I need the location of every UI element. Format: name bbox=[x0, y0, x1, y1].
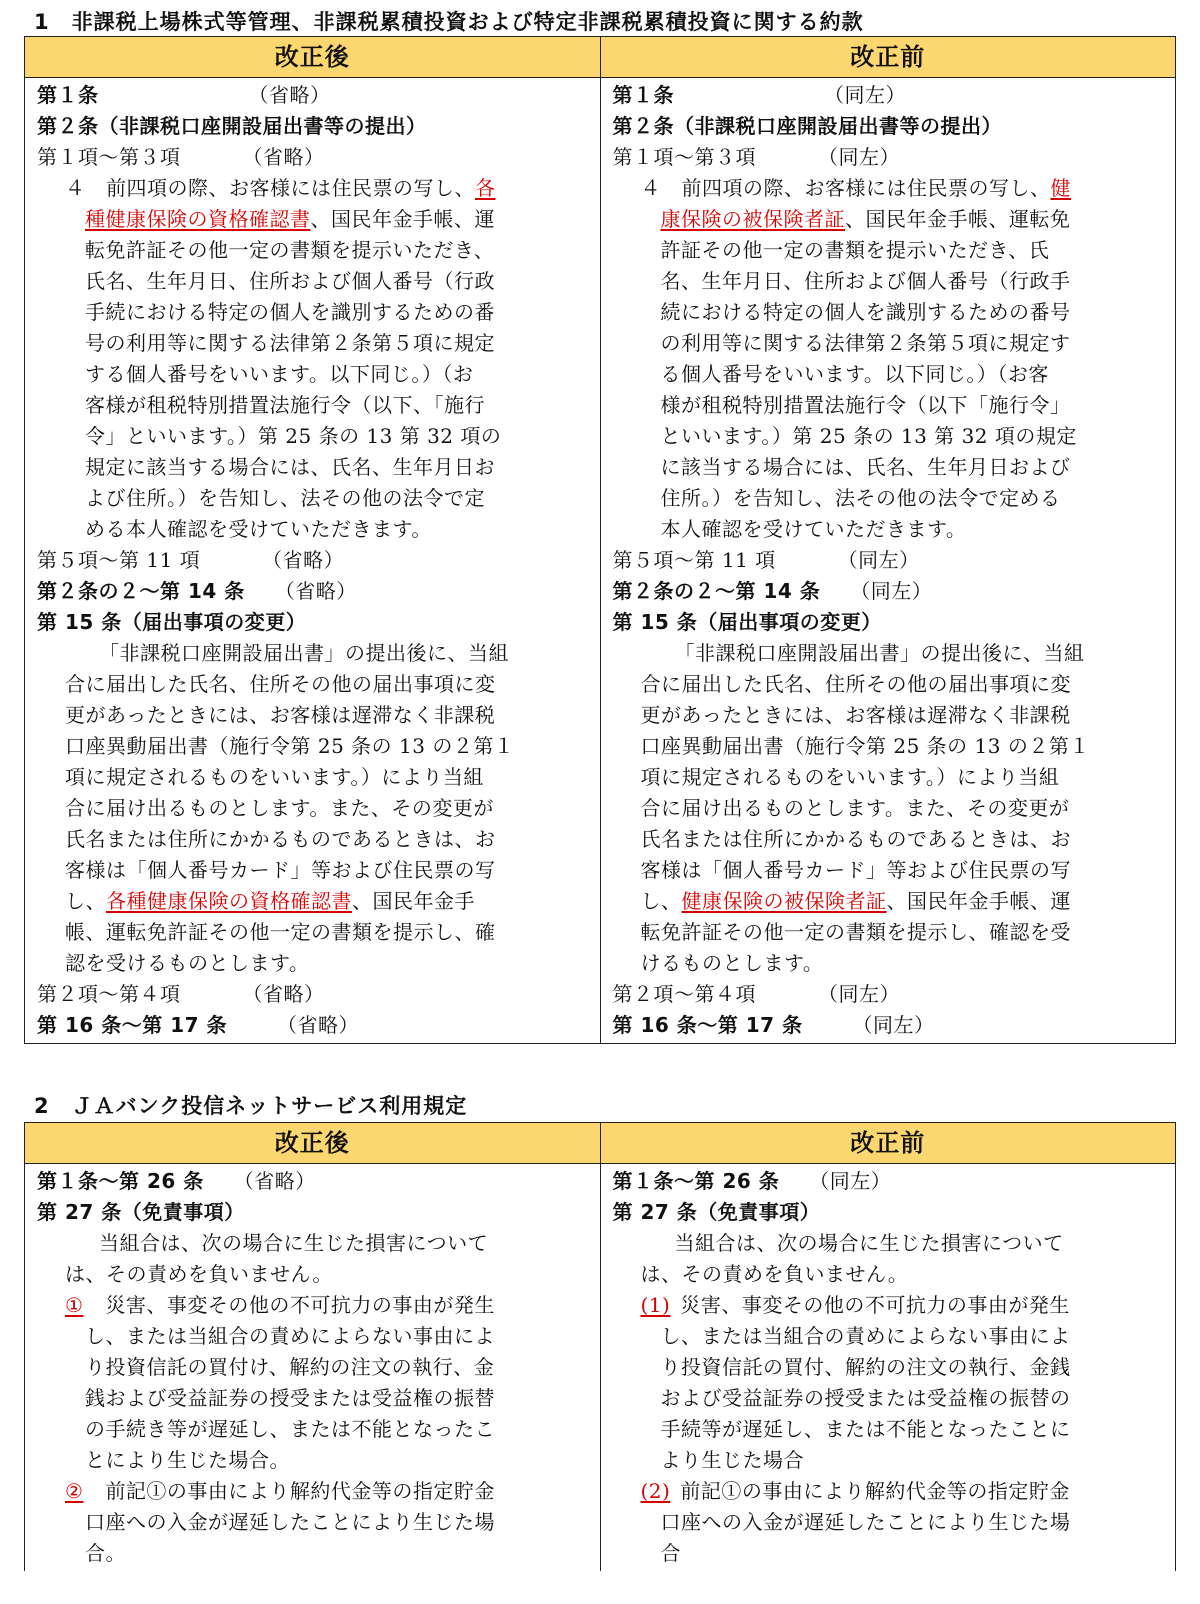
section1-after-cell bbox=[25, 78, 601, 1044]
paragraph-4-line: 続における特定の個人を識別するための番号 bbox=[660, 300, 1071, 324]
revised-text: 健 bbox=[1050, 176, 1071, 200]
paragraph-4-line: 本人確認を受けていただきます。 bbox=[660, 517, 967, 541]
paragraph-4-line: ４ 前四項の際、お客様には住民票の写し、各 bbox=[65, 176, 496, 200]
item-1-line: とにより生じた場合。 bbox=[85, 1448, 290, 1472]
paragraph-4-line: る個人番号をいいます。以下同じ。）（お客 bbox=[660, 362, 1049, 386]
section2-title: 2 ＪＡバンク投信ネットサービス利用規定 bbox=[34, 1094, 468, 1118]
section2-after-cell bbox=[25, 1164, 601, 1572]
article-15-line: し、健康保険の被保険者証、国民年金手帳、運 bbox=[640, 889, 1071, 913]
article-27-line: 当組合は、次の場合に生じた損害について bbox=[674, 1231, 1064, 1255]
section1-title: 1 非課税上場株式等管理、非課税累積投資および特定非課税累積投資に関する約款 bbox=[34, 10, 864, 34]
paragraphs-5-11-line: 第５項～第 11 項 （同左） bbox=[612, 548, 920, 572]
article-15-line: 客様は「個人番号カード」等および住民票の写 bbox=[65, 858, 496, 882]
paragraph-4-line: といいます。）第 25 条の 13 第 32 項の規定 bbox=[660, 424, 1077, 448]
revised-text: 各種健康保険の資格確認書 bbox=[106, 889, 352, 913]
item-1-line: および受益証券の授受または受益権の振替の bbox=[660, 1386, 1071, 1410]
article-15-line: 項に規定されるものをいいます。）により当組 bbox=[640, 765, 1060, 789]
article-2-heading: 第２条（非課税口座開設届出書等の提出） bbox=[37, 114, 427, 138]
article-15-line: 氏名または住所にかかるものであるときは、お bbox=[640, 827, 1071, 851]
articles-16-17-line: 第 16 条～第 17 条 （同左） bbox=[612, 1013, 935, 1037]
header-after: 改正後 bbox=[25, 37, 601, 78]
paragraph-4-line: 手続における特定の個人を識別するための番 bbox=[85, 300, 495, 324]
paragraph-4-line: 種健康保険の資格確認書、国民年金手帳、運 bbox=[85, 207, 495, 231]
item-2-line: 合 bbox=[660, 1541, 681, 1565]
article-27-line: 当組合は、次の場合に生じた損害について bbox=[99, 1231, 489, 1255]
paragraphs-1-3-line: 第１項～第３項 （同左） bbox=[612, 145, 900, 169]
article-15-line: 合に届出した氏名、住所その他の届出事項に変 bbox=[65, 672, 496, 696]
paragraph-4-line: 住所。）を告知し、法その他の法令で定める bbox=[660, 486, 1061, 510]
section2-body-row bbox=[25, 1164, 1176, 1572]
section2-before-cell bbox=[600, 1164, 1176, 1572]
article-15-line: 更があったときには、お客様は遅滞なく非課税 bbox=[640, 703, 1071, 727]
paragraph-4-line: 号の利用等に関する法律第２条第５項に規定 bbox=[85, 331, 495, 355]
item-2-line: 口座への入金が遅延したことにより生じた場 bbox=[660, 1510, 1071, 1534]
article-15-line: 「非課税口座開設届出書」の提出後に、当組 bbox=[674, 641, 1085, 665]
article-15-line: 認を受けるものとします。 bbox=[65, 951, 310, 975]
article-27-line: は、その責めを負いません。 bbox=[65, 1262, 333, 1286]
article-15-line: 転免許証その他一定の書類を提示し、確認を受 bbox=[640, 920, 1071, 944]
paragraphs-2-4-line: 第２項～第４項 （省略） bbox=[37, 982, 325, 1006]
header-before: 改正前 bbox=[600, 37, 1176, 78]
paragraph-4-line: ４ 前四項の際、お客様には住民票の写し、健 bbox=[640, 176, 1071, 200]
article-15-line: 帳、運転免許証その他一定の書類を提示し、確 bbox=[65, 920, 496, 944]
revised-text: 各 bbox=[475, 176, 496, 200]
article-27-heading: 第 27 条（免責事項） bbox=[37, 1200, 245, 1224]
paragraphs-2-4-line: 第２項～第４項 （同左） bbox=[612, 982, 900, 1006]
header-after: 改正後 bbox=[25, 1123, 601, 1164]
articles-2-2-to-14-line: 第２条の２～第 14 条 （省略） bbox=[37, 579, 357, 603]
article-15-line: 合に届け出るものとします。また、その変更が bbox=[640, 796, 1070, 820]
article-15-line: 項に規定されるものをいいます。）により当組 bbox=[65, 765, 484, 789]
item-2-line: ② 前記①の事由により解約代金等の指定貯金 bbox=[65, 1479, 495, 1503]
article-15-line: 氏名または住所にかかるものであるときは、お bbox=[65, 827, 496, 851]
revised-text: 康保険の被保険者証 bbox=[660, 207, 845, 231]
section1-comparison-table bbox=[24, 36, 1176, 1044]
article-15-line: 更があったときには、お客様は遅滞なく非課税 bbox=[65, 703, 496, 727]
section2-header-row bbox=[25, 1123, 1176, 1164]
revised-text: ② bbox=[65, 1479, 84, 1503]
item-1-line: し、または当組合の責めによらない事由によ bbox=[85, 1324, 495, 1348]
article-15-line: 客様は「個人番号カード」等および住民票の写 bbox=[640, 858, 1071, 882]
paragraphs-5-11-line: 第５項～第 11 項 （省略） bbox=[37, 548, 345, 572]
paragraph-4-line: の利用等に関する法律第２条第５項に規定す bbox=[660, 331, 1071, 355]
item-2-line: (2) 前記①の事由により解約代金等の指定貯金 bbox=[640, 1479, 1070, 1503]
article-15-line: 口座異動届出書（施行令第 25 条の 13 の２第１ bbox=[65, 734, 515, 758]
item-1-line: り投資信託の買付、解約の注文の執行、金銭 bbox=[660, 1355, 1071, 1379]
article-15-heading: 第 15 条（届出事項の変更） bbox=[37, 610, 307, 634]
revised-text: (2) bbox=[640, 1479, 671, 1503]
item-1-line: 銭および受益証券の授受または受益権の振替 bbox=[85, 1386, 495, 1410]
article-15-line: 口座異動届出書（施行令第 25 条の 13 の２第１ bbox=[640, 734, 1090, 758]
article-27-line: は、その責めを負いません。 bbox=[640, 1262, 909, 1286]
paragraph-4-line: める本人確認を受けていただきます。 bbox=[85, 517, 432, 541]
item-1-line: より生じた場合 bbox=[660, 1448, 804, 1472]
article-27-heading: 第 27 条（免責事項） bbox=[612, 1200, 821, 1224]
article-2-heading: 第２条（非課税口座開設届出書等の提出） bbox=[612, 114, 1002, 138]
revised-text: ① bbox=[65, 1293, 84, 1317]
articles-16-17-line: 第 16 条～第 17 条 （省略） bbox=[37, 1013, 360, 1037]
article-15-line: し、各種健康保険の資格確認書、国民年金手 bbox=[65, 889, 475, 913]
articles-1-26-line: 第１条～第 26 条 （省略） bbox=[37, 1169, 316, 1193]
paragraph-4-line: 規定に該当する場合には、氏名、生年月日お bbox=[85, 455, 495, 479]
paragraph-4-line: する個人番号をいいます。以下同じ。）（お bbox=[85, 362, 474, 386]
article-15-line: けるものとします。 bbox=[640, 951, 824, 975]
item-1-line: し、または当組合の責めによらない事由によ bbox=[660, 1324, 1071, 1348]
paragraph-4-line: 許証その他一定の書類を提示いただき、氏 bbox=[660, 238, 1050, 262]
item-2-line: 口座への入金が遅延したことにより生じた場 bbox=[85, 1510, 495, 1534]
article-15-line: 合に届出した氏名、住所その他の届出事項に変 bbox=[640, 672, 1071, 696]
item-1-line: 手続等が遅延し、または不能となったことに bbox=[660, 1417, 1071, 1441]
section1-body-row bbox=[25, 78, 1176, 1044]
paragraphs-1-3-line: 第１項～第３項 （省略） bbox=[37, 145, 325, 169]
article-1-line: 第１条 （同左） bbox=[612, 83, 906, 107]
item-1-line: (1) 災害、事変その他の不可抗力の事由が発生 bbox=[640, 1293, 1070, 1317]
section2-comparison-table bbox=[24, 1122, 1176, 1571]
paragraph-4-line: 客様が租税特別措置法施行令（以下、「施行 bbox=[85, 393, 485, 417]
revised-text: (1) bbox=[640, 1293, 671, 1317]
article-15-heading: 第 15 条（届出事項の変更） bbox=[612, 610, 882, 634]
item-1-line: の手続き等が遅延し、または不能となったこ bbox=[85, 1417, 495, 1441]
paragraph-4-line: 転免許証その他一定の書類を提示いただき、 bbox=[85, 238, 495, 262]
paragraph-4-line: 様が租税特別措置法施行令（以下「施行令」 bbox=[660, 393, 1071, 417]
paragraph-4-line: よび住所。）を告知し、法その他の法令で定 bbox=[85, 486, 485, 510]
article-15-line: 「非課税口座開設届出書」の提出後に、当組 bbox=[99, 641, 509, 665]
item-1-line: ① 災害、事変その他の不可抗力の事由が発生 bbox=[65, 1293, 495, 1317]
section1-header-row bbox=[25, 37, 1176, 78]
header-before: 改正前 bbox=[600, 1123, 1176, 1164]
articles-1-26-line: 第１条～第 26 条 （同左） bbox=[612, 1169, 892, 1193]
revised-text: 健康保険の被保険者証 bbox=[681, 889, 887, 913]
item-2-line: 合。 bbox=[85, 1541, 126, 1565]
paragraph-4-line: 康保険の被保険者証、国民年金手帳、運転免 bbox=[660, 207, 1071, 231]
paragraph-4-line: 氏名、生年月日、住所および個人番号（行政 bbox=[85, 269, 495, 293]
article-1-line: 第１条 （省略） bbox=[37, 83, 331, 107]
section1-before-cell bbox=[600, 78, 1176, 1044]
paragraph-4-line: 名、生年月日、住所および個人番号（行政手 bbox=[660, 269, 1071, 293]
articles-2-2-to-14-line: 第２条の２～第 14 条 （同左） bbox=[612, 579, 933, 603]
paragraph-4-line: 令」といいます。）第 25 条の 13 第 32 項の bbox=[85, 424, 502, 448]
article-15-line: 合に届け出るものとします。また、その変更が bbox=[65, 796, 494, 820]
revised-text: 種健康保険の資格確認書 bbox=[85, 207, 311, 231]
paragraph-4-line: に該当する場合には、氏名、生年月日および bbox=[660, 455, 1071, 479]
item-1-line: り投資信託の買付け、解約の注文の執行、金 bbox=[85, 1355, 495, 1379]
